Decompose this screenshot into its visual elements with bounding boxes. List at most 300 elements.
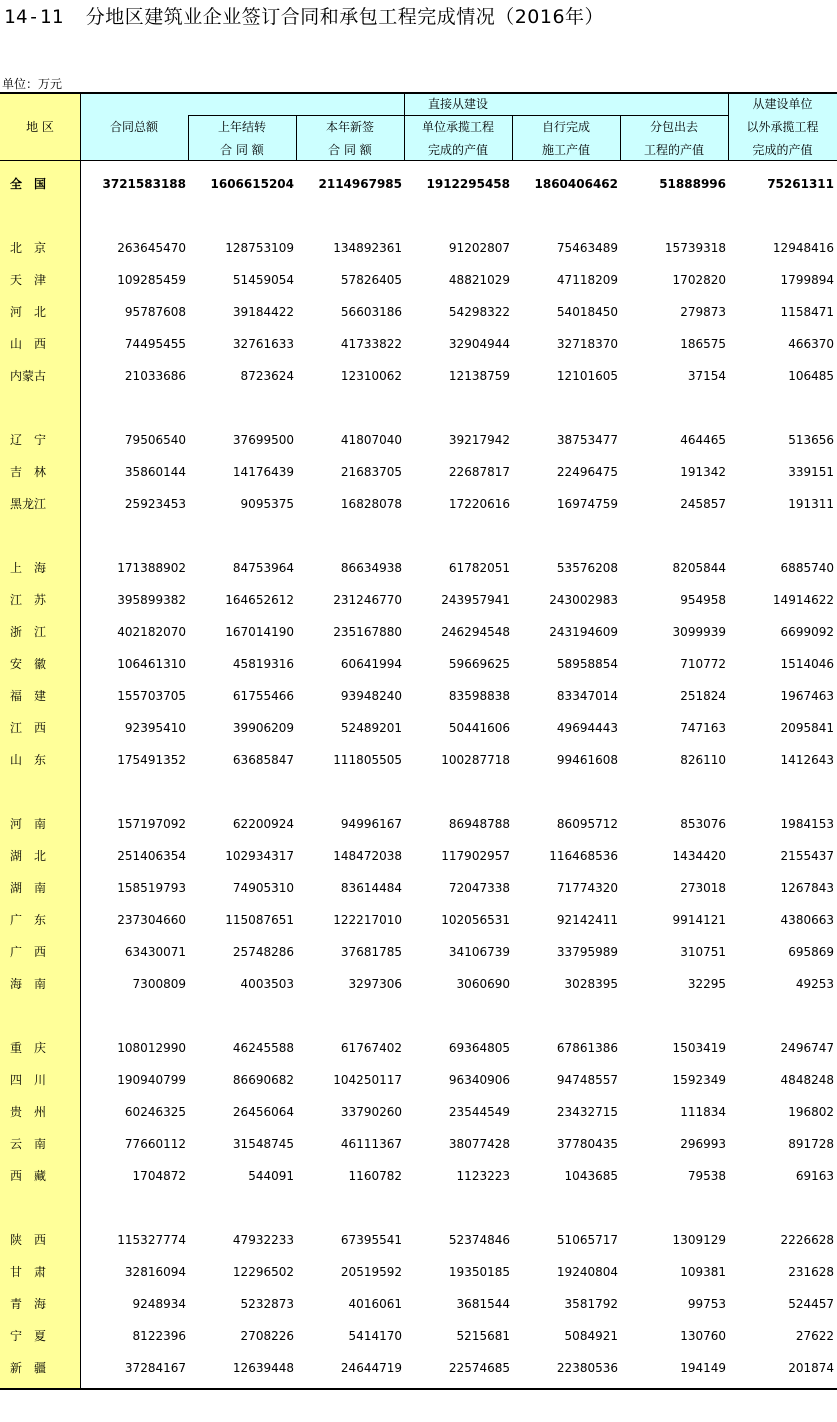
value-cell: 243957941 xyxy=(441,593,510,607)
value-cell: 194149 xyxy=(680,1361,726,1375)
region-name: 青 海 xyxy=(10,1297,47,1311)
value-cell: 1267843 xyxy=(780,881,834,895)
value-cell: 83598838 xyxy=(448,689,510,703)
header-other-line2: 以外承揽工程 xyxy=(746,120,819,134)
table-row xyxy=(0,488,837,520)
value-cell: 32816094 xyxy=(124,1265,186,1279)
value-cell: 38077428 xyxy=(448,1137,510,1151)
value-cell: 310751 xyxy=(680,945,726,959)
value-cell: 117902957 xyxy=(441,849,510,863)
value-cell: 12101605 xyxy=(556,369,618,383)
value-cell: 1158471 xyxy=(780,305,834,319)
value-cell: 2114967985 xyxy=(318,177,402,191)
value-cell: 32904944 xyxy=(448,337,510,351)
region-name: 内蒙古 xyxy=(10,369,47,383)
value-cell: 9248934 xyxy=(132,1297,186,1311)
value-cell: 296993 xyxy=(680,1137,726,1151)
table-row xyxy=(0,680,837,712)
region-name: 贵 州 xyxy=(10,1105,47,1119)
value-cell: 24644719 xyxy=(340,1361,402,1375)
region-name: 江 西 xyxy=(10,721,47,735)
region-name: 江 苏 xyxy=(10,593,47,607)
region-name: 广 西 xyxy=(10,945,47,959)
value-cell: 100287718 xyxy=(441,753,510,767)
value-cell: 35860144 xyxy=(124,465,186,479)
value-cell: 26456064 xyxy=(232,1105,294,1119)
value-cell: 79506540 xyxy=(124,433,186,447)
value-cell: 6699092 xyxy=(780,625,834,639)
table-row xyxy=(0,744,837,776)
table-row xyxy=(0,1096,837,1128)
unit-label: 单位：万元 xyxy=(2,77,63,91)
table-row xyxy=(0,296,837,328)
value-cell: 186575 xyxy=(680,337,726,351)
value-cell: 2155437 xyxy=(780,849,834,863)
table-bottom-border xyxy=(0,1388,837,1390)
value-cell: 167014190 xyxy=(225,625,294,639)
value-cell: 237304660 xyxy=(117,913,186,927)
value-cell: 954958 xyxy=(680,593,726,607)
value-cell: 1412643 xyxy=(780,753,834,767)
region-name: 湖 北 xyxy=(10,849,47,863)
table-row xyxy=(0,968,837,1000)
value-cell: 92142411 xyxy=(556,913,618,927)
region-name: 辽 宁 xyxy=(10,433,47,447)
value-cell: 263645470 xyxy=(117,241,186,255)
value-cell: 1160782 xyxy=(348,1169,402,1183)
value-cell: 56603186 xyxy=(340,305,402,319)
value-cell: 3099939 xyxy=(672,625,726,639)
table-number: 14-11 xyxy=(4,6,64,28)
value-cell: 63685847 xyxy=(232,753,294,767)
value-cell: 32761633 xyxy=(232,337,294,351)
value-cell: 61782051 xyxy=(448,561,510,575)
value-cell: 51065717 xyxy=(556,1233,618,1247)
header-other-line3: 完成的产值 xyxy=(752,143,813,157)
value-cell: 1967463 xyxy=(780,689,834,703)
table-row xyxy=(0,552,837,584)
value-cell: 31548745 xyxy=(232,1137,294,1151)
table-row xyxy=(0,1256,837,1288)
value-cell: 21033686 xyxy=(124,369,186,383)
value-cell: 91202807 xyxy=(448,241,510,255)
region-name: 浙 江 xyxy=(10,625,47,639)
region-name: 湖 南 xyxy=(10,881,47,895)
header-self-completed-line1: 自行完成 xyxy=(541,120,590,134)
header-subcontract-line2: 工程的产值 xyxy=(643,143,704,157)
value-cell: 86948788 xyxy=(448,817,510,831)
value-cell: 74905310 xyxy=(232,881,294,895)
value-cell: 524457 xyxy=(788,1297,834,1311)
value-cell: 83347014 xyxy=(556,689,618,703)
value-cell: 251824 xyxy=(680,689,726,703)
value-cell: 402182070 xyxy=(117,625,186,639)
value-cell: 3581792 xyxy=(564,1297,618,1311)
table-row xyxy=(0,584,837,616)
value-cell: 2708226 xyxy=(240,1329,294,1343)
region-name: 河 北 xyxy=(10,305,47,319)
value-cell: 1043685 xyxy=(564,1169,618,1183)
value-cell: 246294548 xyxy=(441,625,510,639)
value-cell: 1704872 xyxy=(132,1169,186,1183)
value-cell: 25748286 xyxy=(232,945,294,959)
value-cell: 94748557 xyxy=(556,1073,618,1087)
header-carryover-line1: 上年结转 xyxy=(217,120,266,134)
value-cell: 32718370 xyxy=(556,337,618,351)
header-contract-total: 合同总额 xyxy=(109,120,158,134)
table-row xyxy=(0,840,837,872)
value-cell: 46245588 xyxy=(232,1041,294,1055)
value-cell: 48821029 xyxy=(448,273,510,287)
value-cell: 58958854 xyxy=(556,657,618,671)
value-cell: 12310062 xyxy=(340,369,402,383)
value-cell: 243002983 xyxy=(549,593,618,607)
value-cell: 67861386 xyxy=(556,1041,618,1055)
value-cell: 106485 xyxy=(788,369,834,383)
table-row xyxy=(0,328,837,360)
value-cell: 1514046 xyxy=(780,657,834,671)
value-cell: 93948240 xyxy=(340,689,402,703)
value-cell: 1702820 xyxy=(672,273,726,287)
value-cell: 245857 xyxy=(680,497,726,511)
value-cell: 61755466 xyxy=(232,689,294,703)
value-cell: 51459054 xyxy=(232,273,294,287)
value-cell: 175491352 xyxy=(117,753,186,767)
value-cell: 86690682 xyxy=(232,1073,294,1087)
value-cell: 47118209 xyxy=(556,273,618,287)
value-cell: 122217010 xyxy=(333,913,402,927)
value-cell: 50441606 xyxy=(448,721,510,735)
value-cell: 231628 xyxy=(788,1265,834,1279)
region-name: 宁 夏 xyxy=(10,1329,47,1343)
value-cell: 86095712 xyxy=(556,817,618,831)
value-cell: 7300809 xyxy=(132,977,186,991)
value-cell: 3297306 xyxy=(348,977,402,991)
value-cell: 60641994 xyxy=(340,657,402,671)
value-cell: 37699500 xyxy=(232,433,294,447)
value-cell: 41807040 xyxy=(340,433,402,447)
value-cell: 115087651 xyxy=(225,913,294,927)
national-total-row xyxy=(0,168,837,200)
value-cell: 77660112 xyxy=(124,1137,186,1151)
value-cell: 61767402 xyxy=(340,1041,402,1055)
value-cell: 16828078 xyxy=(340,497,402,511)
region-name: 云 南 xyxy=(10,1137,47,1151)
value-cell: 279873 xyxy=(680,305,726,319)
value-cell: 37284167 xyxy=(124,1361,186,1375)
value-cell: 71774320 xyxy=(556,881,618,895)
value-cell: 12138759 xyxy=(448,369,510,383)
value-cell: 196802 xyxy=(788,1105,834,1119)
value-cell: 19350185 xyxy=(448,1265,510,1279)
value-cell: 72047338 xyxy=(448,881,510,895)
value-cell: 19240804 xyxy=(556,1265,618,1279)
value-cell: 17220616 xyxy=(448,497,510,511)
region-name: 新 疆 xyxy=(10,1361,47,1375)
header-subcontract-line1: 分包出去 xyxy=(649,120,698,134)
value-cell: 3028395 xyxy=(564,977,618,991)
value-cell: 1606615204 xyxy=(210,177,294,191)
table-row xyxy=(0,424,837,456)
value-cell: 2226628 xyxy=(780,1233,834,1247)
region-name: 天 津 xyxy=(10,273,47,287)
value-cell: 23544549 xyxy=(448,1105,510,1119)
value-cell: 1912295458 xyxy=(426,177,510,191)
value-cell: 109381 xyxy=(680,1265,726,1279)
value-cell: 5084921 xyxy=(564,1329,618,1343)
table-row xyxy=(0,1320,837,1352)
value-cell: 466370 xyxy=(788,337,834,351)
region-name: 四 川 xyxy=(10,1073,47,1087)
value-cell: 853076 xyxy=(680,817,726,831)
value-cell: 52374846 xyxy=(448,1233,510,1247)
table-row xyxy=(0,1352,837,1384)
value-cell: 53576208 xyxy=(556,561,618,575)
value-cell: 86634938 xyxy=(340,561,402,575)
value-cell: 111834 xyxy=(680,1105,726,1119)
value-cell: 39906209 xyxy=(232,721,294,735)
value-cell: 22574685 xyxy=(448,1361,510,1375)
value-cell: 96340906 xyxy=(448,1073,510,1087)
value-cell: 33790260 xyxy=(340,1105,402,1119)
region-name: 山 西 xyxy=(10,337,47,351)
value-cell: 148472038 xyxy=(333,849,402,863)
table-row xyxy=(0,264,837,296)
value-cell: 106461310 xyxy=(117,657,186,671)
value-cell: 231246770 xyxy=(333,593,402,607)
value-cell: 8723624 xyxy=(240,369,294,383)
value-cell: 158519793 xyxy=(117,881,186,895)
value-cell: 3060690 xyxy=(456,977,510,991)
value-cell: 67395541 xyxy=(340,1233,402,1247)
value-cell: 4380663 xyxy=(780,913,834,927)
value-cell: 1860406462 xyxy=(534,177,618,191)
region-name: 山 东 xyxy=(10,753,47,767)
value-cell: 5215681 xyxy=(456,1329,510,1343)
region-name: 上 海 xyxy=(10,561,47,575)
region-name: 全 国 xyxy=(10,177,47,191)
value-cell: 12948416 xyxy=(772,241,834,255)
value-cell: 5414170 xyxy=(348,1329,402,1343)
region-name: 广 东 xyxy=(10,913,47,927)
value-cell: 49694443 xyxy=(556,721,618,735)
value-cell: 57826405 xyxy=(340,273,402,287)
table-row xyxy=(0,648,837,680)
region-name: 河 南 xyxy=(10,817,47,831)
value-cell: 99461608 xyxy=(556,753,618,767)
value-cell: 25923453 xyxy=(124,497,186,511)
value-cell: 128753109 xyxy=(225,241,294,255)
value-cell: 84753964 xyxy=(232,561,294,575)
header-new-signed-line2: 合 同 额 xyxy=(328,143,372,157)
region-name: 安 徽 xyxy=(10,657,47,671)
table-row xyxy=(0,904,837,936)
value-cell: 14176439 xyxy=(232,465,294,479)
table-row xyxy=(0,1224,837,1256)
header-self-completed-line2: 施工产值 xyxy=(541,143,590,157)
value-cell: 191342 xyxy=(680,465,726,479)
value-cell: 39184422 xyxy=(232,305,294,319)
value-cell: 102934317 xyxy=(225,849,294,863)
header-other-line1: 从建设单位 xyxy=(752,97,813,111)
value-cell: 109285459 xyxy=(117,273,186,287)
region-name: 海 南 xyxy=(10,977,47,991)
value-cell: 102056531 xyxy=(441,913,510,927)
value-cell: 4848248 xyxy=(780,1073,834,1087)
value-cell: 27622 xyxy=(795,1329,834,1343)
value-cell: 60246325 xyxy=(124,1105,186,1119)
value-cell: 544091 xyxy=(248,1169,294,1183)
value-cell: 747163 xyxy=(680,721,726,735)
region-name: 福 建 xyxy=(10,689,47,703)
value-cell: 15739318 xyxy=(664,241,726,255)
value-cell: 1123223 xyxy=(456,1169,510,1183)
value-cell: 49253 xyxy=(795,977,834,991)
value-cell: 155703705 xyxy=(117,689,186,703)
value-cell: 1434420 xyxy=(672,849,726,863)
value-cell: 62200924 xyxy=(232,817,294,831)
value-cell: 95787608 xyxy=(124,305,186,319)
value-cell: 273018 xyxy=(680,881,726,895)
value-cell: 1592349 xyxy=(672,1073,726,1087)
value-cell: 69163 xyxy=(795,1169,834,1183)
value-cell: 9095375 xyxy=(240,497,294,511)
table-title xyxy=(4,4,604,30)
table-row xyxy=(0,1128,837,1160)
value-cell: 190940799 xyxy=(117,1073,186,1087)
value-cell: 37780435 xyxy=(556,1137,618,1151)
value-cell: 5232873 xyxy=(240,1297,294,1311)
table-row xyxy=(0,360,837,392)
table-row xyxy=(0,712,837,744)
table-row xyxy=(0,872,837,904)
header-carryover-line2: 合 同 额 xyxy=(220,143,264,157)
value-cell: 4003503 xyxy=(240,977,294,991)
header-direct-line3: 完成的产值 xyxy=(427,143,488,157)
value-cell: 1503419 xyxy=(672,1041,726,1055)
value-cell: 41733822 xyxy=(340,337,402,351)
table-row xyxy=(0,808,837,840)
value-cell: 6885740 xyxy=(780,561,834,575)
value-cell: 46111367 xyxy=(340,1137,402,1151)
value-cell: 134892361 xyxy=(333,241,402,255)
value-cell: 94996167 xyxy=(340,817,402,831)
value-cell: 22380536 xyxy=(556,1361,618,1375)
value-cell: 339151 xyxy=(788,465,834,479)
table-row xyxy=(0,1160,837,1192)
value-cell: 130760 xyxy=(680,1329,726,1343)
value-cell: 45819316 xyxy=(232,657,294,671)
value-cell: 1309129 xyxy=(672,1233,726,1247)
value-cell: 92395410 xyxy=(124,721,186,735)
value-cell: 83614484 xyxy=(340,881,402,895)
value-cell: 826110 xyxy=(680,753,726,767)
value-cell: 54298322 xyxy=(448,305,510,319)
header-direct-line2: 单位承揽工程 xyxy=(421,120,494,134)
value-cell: 111805505 xyxy=(333,753,402,767)
table-row xyxy=(0,1064,837,1096)
value-cell: 69364805 xyxy=(448,1041,510,1055)
value-cell: 171388902 xyxy=(117,561,186,575)
value-cell: 99753 xyxy=(687,1297,726,1311)
value-cell: 39217942 xyxy=(448,433,510,447)
value-cell: 2095841 xyxy=(780,721,834,735)
value-cell: 695869 xyxy=(788,945,834,959)
region-name: 北 京 xyxy=(10,241,47,255)
value-cell: 115327774 xyxy=(117,1233,186,1247)
value-cell: 38753477 xyxy=(556,433,618,447)
value-cell: 8122396 xyxy=(132,1329,186,1343)
table-title-text: 分地区建筑业企业签订合同和承包工程完成情况（2016年） xyxy=(85,6,605,28)
region-name: 重 庆 xyxy=(10,1041,47,1055)
value-cell: 235167880 xyxy=(333,625,402,639)
header-region: 地 区 xyxy=(26,120,54,134)
header-new-signed-line1: 本年新签 xyxy=(325,120,374,134)
value-cell: 51888996 xyxy=(659,177,726,191)
value-cell: 3721583188 xyxy=(102,177,186,191)
region-name: 吉 林 xyxy=(10,465,47,479)
value-cell: 164652612 xyxy=(225,593,294,607)
value-cell: 710772 xyxy=(680,657,726,671)
value-cell: 1984153 xyxy=(780,817,834,831)
value-cell: 37681785 xyxy=(340,945,402,959)
value-cell: 20519592 xyxy=(340,1265,402,1279)
value-cell: 3681544 xyxy=(456,1297,510,1311)
value-cell: 16974759 xyxy=(556,497,618,511)
value-cell: 75463489 xyxy=(556,241,618,255)
header-direct-line1: 直接从建设 xyxy=(427,97,488,111)
value-cell: 2496747 xyxy=(780,1041,834,1055)
value-cell: 63430071 xyxy=(124,945,186,959)
value-cell: 23432715 xyxy=(556,1105,618,1119)
value-cell: 891728 xyxy=(788,1137,834,1151)
table-row xyxy=(0,1288,837,1320)
value-cell: 22687817 xyxy=(448,465,510,479)
value-cell: 201874 xyxy=(788,1361,834,1375)
value-cell: 22496475 xyxy=(556,465,618,479)
value-cell: 108012990 xyxy=(117,1041,186,1055)
table-row xyxy=(0,616,837,648)
table-row xyxy=(0,456,837,488)
table-row xyxy=(0,936,837,968)
value-cell: 37154 xyxy=(687,369,726,383)
value-cell: 116468536 xyxy=(549,849,618,863)
value-cell: 251406354 xyxy=(117,849,186,863)
value-cell: 8205844 xyxy=(672,561,726,575)
value-cell: 34106739 xyxy=(448,945,510,959)
value-cell: 21683705 xyxy=(340,465,402,479)
value-cell: 1799894 xyxy=(780,273,834,287)
value-cell: 157197092 xyxy=(117,817,186,831)
value-cell: 79538 xyxy=(687,1169,726,1183)
value-cell: 74495455 xyxy=(124,337,186,351)
value-cell: 191311 xyxy=(788,497,834,511)
region-name: 陕 西 xyxy=(10,1233,47,1247)
value-cell: 12296502 xyxy=(232,1265,294,1279)
value-cell: 395899382 xyxy=(117,593,186,607)
value-cell: 12639448 xyxy=(232,1361,294,1375)
table-row xyxy=(0,1032,837,1064)
value-cell: 59669625 xyxy=(448,657,510,671)
value-cell: 52489201 xyxy=(340,721,402,735)
value-cell: 14914622 xyxy=(772,593,834,607)
value-cell: 54018450 xyxy=(556,305,618,319)
region-name: 黑龙江 xyxy=(10,497,47,511)
value-cell: 4016061 xyxy=(348,1297,402,1311)
value-cell: 104250117 xyxy=(333,1073,402,1087)
value-cell: 33795989 xyxy=(556,945,618,959)
table-row xyxy=(0,232,837,264)
